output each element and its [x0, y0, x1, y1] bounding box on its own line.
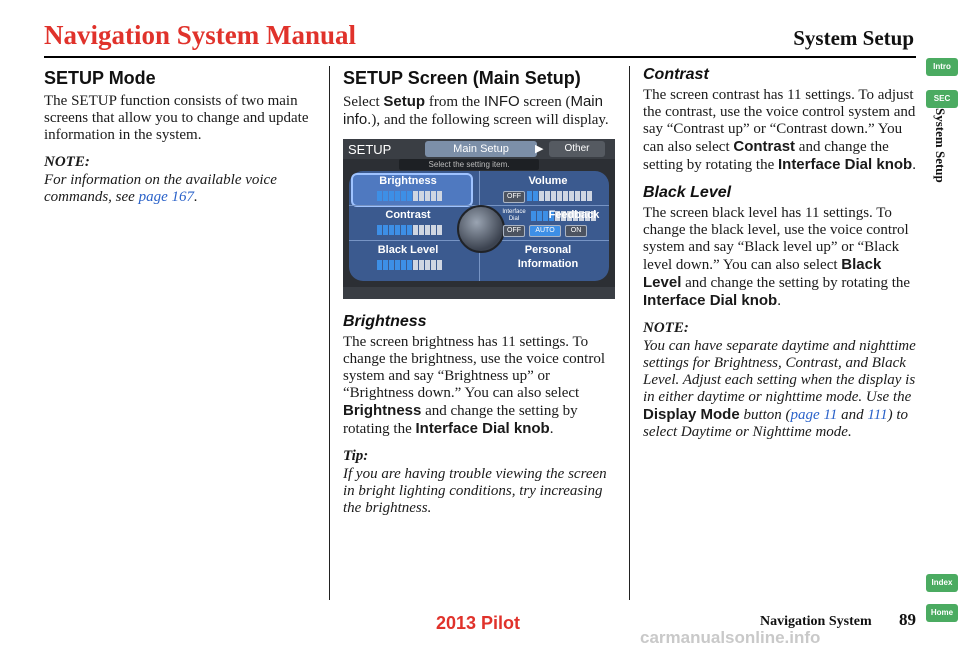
- level-segment: [431, 191, 436, 201]
- setup-mode-paragraph: The SETUP function consists of two main screens that allow you to change and update information in the system.: [44, 93, 309, 143]
- level-segment: [569, 191, 574, 201]
- brightness-text-2: and change the setting by rotating the: [343, 403, 578, 437]
- feedback-off-pill: OFF: [503, 225, 525, 237]
- level-segment: [383, 191, 388, 201]
- screen-instruction: Select the setting item.: [399, 159, 539, 170]
- section-title: System Setup: [793, 26, 914, 50]
- heading-setup-mode: SETUP Mode: [44, 68, 156, 88]
- note-paragraph: [44, 172, 314, 206]
- main-setup-intro: [343, 93, 615, 129]
- note-text-4: ) to select Daytime or Nighttime mode.: [643, 407, 909, 440]
- level-segment: [575, 191, 580, 201]
- level-segment: [431, 260, 436, 270]
- level-segment: [395, 260, 400, 270]
- heading-contrast: Contrast: [643, 66, 709, 83]
- brightness-end: .: [549, 421, 554, 437]
- index-tab[interactable]: Index: [926, 574, 958, 592]
- level-segment: [395, 225, 400, 235]
- screen-feedback-label: Feedback: [548, 209, 600, 221]
- level-segment: [545, 191, 550, 201]
- screen-interface-dial-label: Interface Dial: [502, 209, 526, 222]
- level-segment: [377, 260, 382, 270]
- level-segment: [389, 260, 394, 270]
- interface-dial-term: Interface Dial knob: [777, 156, 913, 173]
- model-label: 2013 Pilot: [436, 613, 521, 633]
- contrast-level-bar: [377, 225, 442, 235]
- page-number: 89: [899, 610, 916, 629]
- tip-label: Tip:: [343, 448, 369, 464]
- level-segment: [377, 225, 382, 235]
- info-term: INFO: [483, 93, 520, 110]
- screen-other-tab: Other: [549, 141, 605, 157]
- level-segment: [401, 260, 406, 270]
- screen-contrast-label: Contrast: [385, 209, 431, 221]
- intro-text-1: Select: [343, 94, 384, 110]
- level-segment: [563, 191, 568, 201]
- level-segment: [437, 260, 442, 270]
- black-text-1: The screen black level has 11 settings. To change the black level, use the voice control system and say “Black level up” or “Black level down.” You can also select: [643, 205, 909, 273]
- feedback-auto-pill: AUTO: [529, 225, 561, 237]
- black-level-term: Black Level: [643, 256, 882, 291]
- setup-term: Setup: [383, 93, 426, 110]
- screen-personal-label: Personal: [524, 244, 572, 256]
- black-text-2: and change the setting by rotating the: [681, 275, 911, 291]
- column-divider: [329, 66, 330, 600]
- watermark: carmanualsonline.info: [640, 628, 821, 647]
- screen-setup-label: SETUP: [348, 142, 392, 157]
- level-segment: [419, 191, 424, 201]
- heading-brightness: Brightness: [343, 313, 427, 330]
- level-segment: [587, 191, 592, 201]
- level-segment: [425, 225, 430, 235]
- note-text-3: and: [837, 407, 868, 423]
- intro-text-4: ), and the following screen will display.: [371, 112, 609, 128]
- note-label: NOTE:: [643, 320, 689, 336]
- level-segment: [533, 191, 538, 201]
- level-segment: [401, 191, 406, 201]
- level-segment: [419, 225, 424, 235]
- contrast-term: Contrast: [733, 138, 796, 155]
- volume-level-bar: [527, 191, 592, 201]
- level-segment: [431, 225, 436, 235]
- level-segment: [395, 191, 400, 201]
- home-tab[interactable]: Home: [926, 604, 958, 622]
- display-mode-term: Display Mode: [643, 406, 740, 423]
- screen-volume-label: Volume: [528, 175, 568, 187]
- page-111-link[interactable]: 111: [867, 407, 888, 423]
- level-segment: [539, 191, 544, 201]
- level-segment: [437, 225, 442, 235]
- feedback-on-pill: ON: [565, 225, 587, 237]
- note-label: NOTE:: [44, 154, 90, 170]
- level-segment: [419, 260, 424, 270]
- black-level-paragraph: [643, 205, 917, 310]
- level-segment: [527, 191, 532, 201]
- intro-text-2: from the: [425, 94, 484, 110]
- brightness-text-1: The screen brightness has 11 settings. To change the brightness, use the voice control system and say “Brightness up” or “Brightness down.” You can also select: [343, 334, 606, 401]
- screen-black-level-label: Black Level: [377, 244, 439, 256]
- level-segment: [407, 260, 412, 270]
- note-text: For information on the available voice commands, see: [44, 172, 277, 205]
- level-segment: [425, 191, 430, 201]
- contrast-text-2: and change the setting by rotating the: [643, 139, 889, 173]
- brightness-paragraph: [343, 334, 615, 438]
- column-contrast-black: [643, 66, 917, 451]
- level-segment: [437, 191, 442, 201]
- footer-nav-label: Navigation System: [760, 614, 872, 629]
- screen-arrow-icon: ▶: [535, 143, 544, 155]
- column-divider: [629, 66, 630, 600]
- manual-title: Navigation System Manual: [44, 20, 357, 50]
- level-segment: [407, 191, 412, 201]
- screen-bottom-bar: [343, 287, 615, 299]
- main-setup-screen-image: [343, 139, 615, 299]
- page-11-link[interactable]: page 11: [790, 407, 838, 423]
- level-segment: [413, 225, 418, 235]
- note-text-2: button (: [739, 407, 791, 423]
- page-167-link[interactable]: page 167: [138, 189, 194, 205]
- note-paragraph: [643, 338, 917, 441]
- black-level-level-bar: [377, 260, 442, 270]
- level-segment: [557, 191, 562, 201]
- level-segment: [407, 225, 412, 235]
- screen-information-label: Information: [517, 258, 579, 270]
- level-segment: [581, 191, 586, 201]
- level-segment: [383, 260, 388, 270]
- contrast-end: .: [912, 157, 916, 173]
- note-end: .: [194, 189, 198, 205]
- contrast-text-1: The screen contrast has 11 settings. To adjust the contrast, use the voice control system and say “Contrast up” or “Contrast down.” You can also select: [643, 87, 916, 155]
- heading-main-setup: SETUP Screen (Main Setup): [343, 68, 581, 88]
- level-segment: [401, 225, 406, 235]
- column-main-setup: [343, 66, 615, 527]
- tip-text: If you are having trouble viewing the screen in bright lighting conditions, try increasing the brightness.: [343, 466, 607, 516]
- level-segment: [413, 191, 418, 201]
- black-end: .: [777, 293, 781, 309]
- side-section-label: System Setup: [933, 108, 948, 183]
- level-segment: [389, 225, 394, 235]
- level-segment: [377, 191, 382, 201]
- sec-tab[interactable]: SEC: [926, 90, 958, 108]
- main-info-term: Main info.: [343, 93, 603, 128]
- header-rule: [44, 56, 916, 58]
- note-text-1: You can have separate daytime and nighttime settings for Brightness, Contrast, and Black Level. Adjust each setting when the display is in either daytime or nighttime mode. Use the: [643, 338, 916, 405]
- level-segment: [425, 260, 430, 270]
- volume-off-pill: OFF: [503, 191, 525, 203]
- level-segment: [383, 225, 388, 235]
- level-segment: [551, 191, 556, 201]
- intro-tab[interactable]: Intro: [926, 58, 958, 76]
- level-segment: [413, 260, 418, 270]
- contrast-paragraph: [643, 87, 917, 174]
- screen-main-setup-tab: Main Setup: [425, 141, 537, 157]
- column-setup-mode: [44, 66, 314, 216]
- brightness-term: Brightness: [343, 402, 422, 419]
- heading-black-level: Black Level: [643, 184, 732, 201]
- level-segment: [531, 211, 536, 221]
- intro-text-3: screen (: [519, 94, 571, 110]
- interface-dial-term: Interface Dial knob: [415, 420, 550, 437]
- screen-brightness-label: Brightness: [379, 175, 437, 187]
- brightness-level-bar: [377, 191, 442, 201]
- interface-dial-term: Interface Dial knob: [643, 292, 778, 309]
- level-segment: [389, 191, 394, 201]
